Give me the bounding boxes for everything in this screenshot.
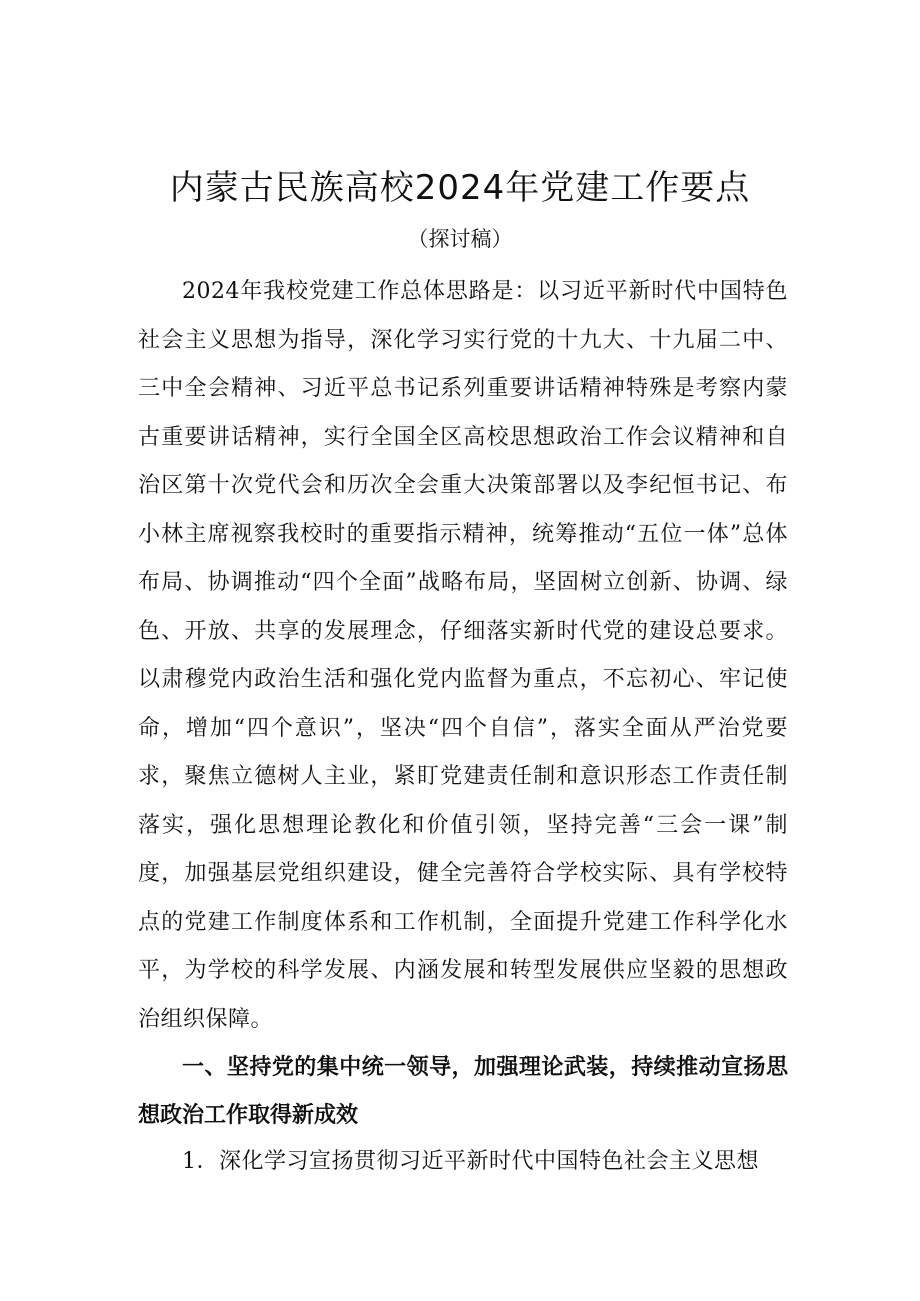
section-1-heading: 一、坚持党的集中统一领导，加强理论武装，持续推动宣扬思想政治工作取得新成效 [138, 1055, 788, 1128]
document-title: 内蒙古民族高校2024年党建工作要点 [169, 168, 751, 208]
document-subtitle: （探讨稿） [407, 227, 513, 251]
section-1-item-1: 1．深化学习宣扬贯彻习近平新时代中国特色社会主义思想 [182, 1149, 759, 1174]
intro-paragraph: 2024年我校党建工作总体思路是：以习近平新时代中国特色社会主义思想为指导，深化学习实行党的十九大、十九届二中、三中全会精神、习近平总书记系列重要讲话精神特殊是考察内蒙古重要讲话精神，实行全国全区高校思想政治工作会议精神和自治区第十次党代会和历次全会重大决策部署以及李纪恒书记、布小林主席视察我校时的重要指示精神，统筹推动“五位一体”总体布局、协调推动“四个全面”战略布局，坚固树立创新、协调、绿色、开放、共享的发展理念，仔细落实新时代党的建设总要求。以肃穆党内政治生活和强化党内监督为重点，不忘初心、牢记使命，增加“四个意识”，坚决“四个自信”，落实全面从严治党要求，聚焦立德树人主业，紧盯党建责任制和意识形态工作责任制落实，强化思想理论教化和价值引领，坚持完善“三会一课”制度，加强基层党组织建设，健全完善符合学校实际、具有学校特点的党建工作制度体系和工作机制，全面提升党建工作科学化水平，为学校的科学发展、内涵发展和转型发展供应坚毅的思想政治组织保障。 [138, 279, 788, 1032]
